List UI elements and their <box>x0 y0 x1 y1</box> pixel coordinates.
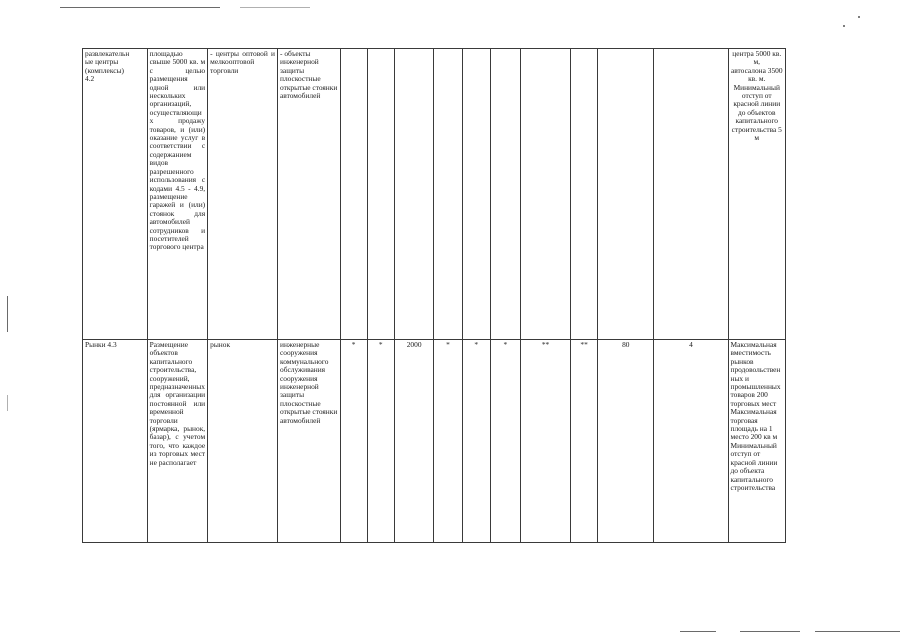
param-cell <box>340 340 367 543</box>
auxiliary-use-cell <box>278 340 341 543</box>
param-cell <box>394 340 434 543</box>
param-cell <box>434 340 462 543</box>
notes-text: центра 5000 кв. м, автосалона 3500 кв. м. Минимальный отступ от красной линии до объектов капитального строительства 5 м <box>730 49 783 143</box>
auxiliary-use-text: - объекты инженерной защиты плоскостные открытые стоянки автомобилей <box>280 49 338 101</box>
scan-edge-line-top <box>60 7 220 8</box>
param-cell <box>654 340 728 543</box>
use-description-cell <box>147 49 207 340</box>
scan-edge-line-left <box>7 296 8 332</box>
use-type-cell <box>83 49 148 340</box>
param-cell <box>462 340 490 543</box>
auxiliary-use-text: инженерные сооружения коммунального обслуживания сооружения инженерной защиты плоскостные открытые стоянки автомобилей <box>280 340 338 425</box>
scan-edge-line-top-right <box>240 7 310 8</box>
use-description-text: Размещение объектов капитального строительства, сооружений, предназначенных для организации постоянной или временной торговли (ярмарка, рынок, базар), с учетом того, что каждое из торговых мест не располагает <box>149 340 206 467</box>
param-value: * <box>446 340 450 349</box>
use-type-text: развлекательн ые центры (комплексы) 4.2 <box>85 49 130 84</box>
param-cell <box>490 340 520 543</box>
scan-edge-line-left-2 <box>7 395 8 411</box>
param-value: * <box>378 340 383 349</box>
param-value: ** <box>541 340 550 349</box>
notes-cell <box>728 49 785 340</box>
param-cell <box>598 49 654 340</box>
scan-speck <box>843 25 845 27</box>
param-value: ** <box>580 340 588 349</box>
use-type-text: Рынки 4.3 <box>85 340 117 349</box>
param-value: 4 <box>689 340 693 349</box>
param-value: * <box>474 340 479 349</box>
notes-text: Максимальная вместимость рынков продовольственных и промышленных товаров 200 торговых мест Максимальная торговая площадь на 1 место 200 кв м Минимальный отступ от красной линии до объекта капитального строительства <box>730 340 781 492</box>
param-value: * <box>351 340 356 349</box>
param-cell <box>520 340 570 543</box>
table-row-markets <box>83 340 786 543</box>
param-cell <box>520 49 570 340</box>
param-cell <box>571 49 598 340</box>
param-cell <box>367 340 394 543</box>
param-cell <box>367 49 394 340</box>
main-use-text: - центры оптовой и мелкооптовой торговли <box>210 49 276 75</box>
scan-edge-line-bottom-2 <box>740 631 800 632</box>
scan-speck <box>858 16 860 18</box>
notes-cell <box>728 340 785 543</box>
param-value: 2000 <box>406 340 422 349</box>
param-cell <box>571 340 598 543</box>
param-value: 80 <box>622 340 630 349</box>
param-cell <box>394 49 434 340</box>
auxiliary-use-cell <box>278 49 341 340</box>
main-use-cell <box>208 340 278 543</box>
param-cell <box>462 49 490 340</box>
main-use-text: рынок <box>210 340 231 349</box>
param-cell <box>490 49 520 340</box>
param-cell <box>434 49 462 340</box>
use-description-text: площадью свыше 5000 кв. м с целью размещения одной или нескольких организаций, осуществляющих продажу товаров, и (или) оказание услуг в соответствии с содержанием видов разрешенного использования с кодами 4.5 - 4.9, размещение гаражей и (или) стоянок для автомобилей сотрудников и посетителей торгового центра <box>149 49 206 252</box>
scan-edge-line-bottom-3 <box>815 631 900 632</box>
param-cell <box>598 340 654 543</box>
param-cell <box>654 49 728 340</box>
scan-edge-line-bottom <box>680 631 716 632</box>
param-cell <box>340 49 367 340</box>
land-use-regulation-table <box>82 48 786 543</box>
param-value: * <box>503 340 508 349</box>
table-row-entertainment-centers <box>83 49 786 340</box>
use-type-cell <box>83 340 148 543</box>
main-use-cell <box>208 49 278 340</box>
use-description-cell <box>147 340 207 543</box>
